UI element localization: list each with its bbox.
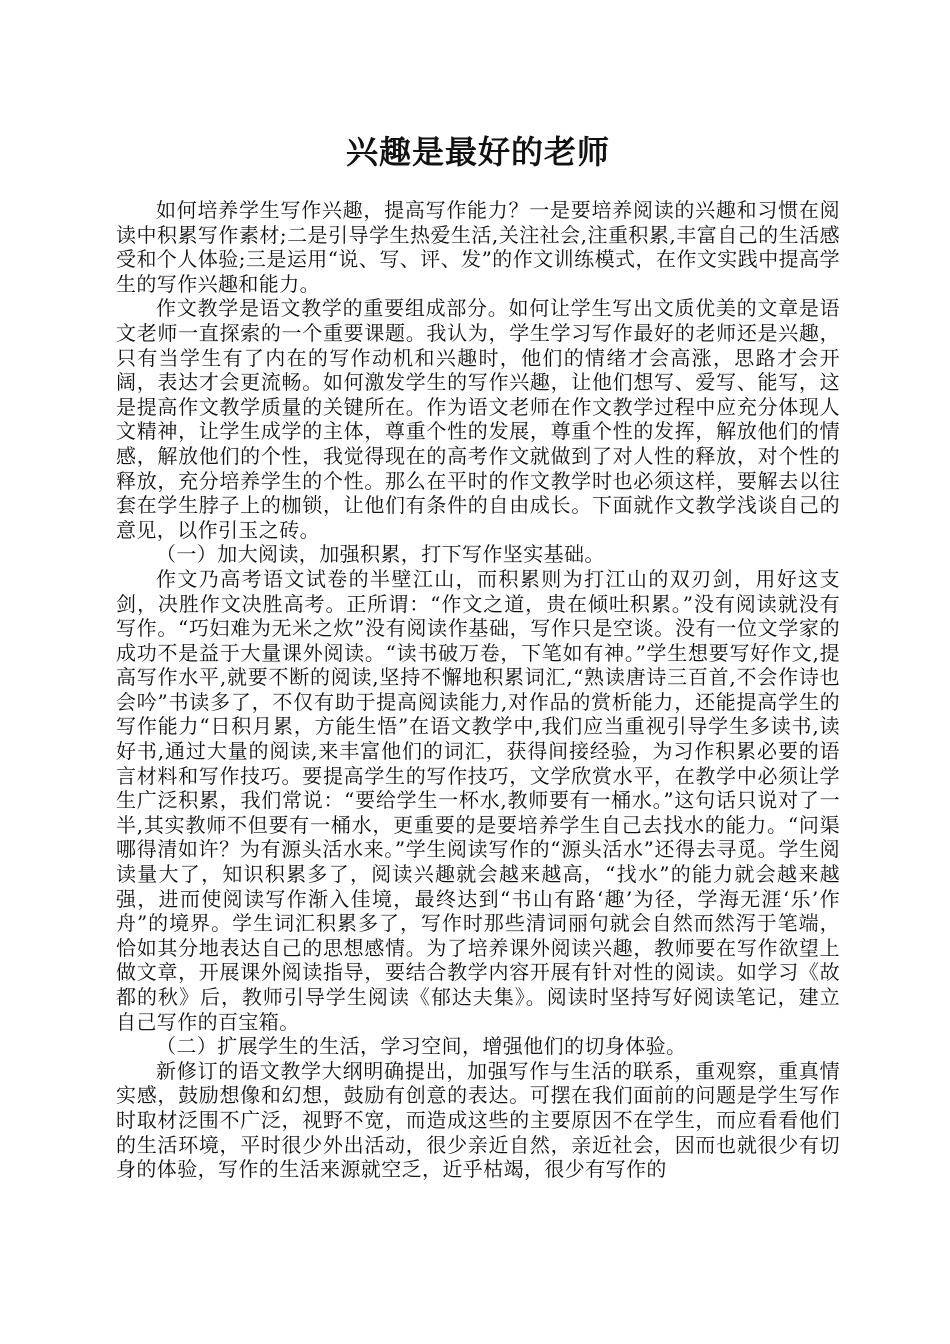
paragraph-body-3: 新修订的语文教学大纲明确提出，加强写作与生活的联系，重观察，重真情实感，鼓励想像和幻想，鼓励有创意的表达。可摆在我们面前的问题是学生写作时取材泛围不广泛，视野不宽，而造成这些的主要原因不在学生，而应看看他们的生活环境，平时很少外出活动，很少亲近自然，亲近社会，因而也就很少有切身的体验，写作的生活来源就空乏，近乎枯竭，很少有写作的 [116,1058,840,1182]
section-heading-2: （二）扩展学生的生活，学习空间，增强他们的切身体验。 [156,1034,687,1059]
document-page [116,128,840,1182]
paragraph-body-1: 作文教学是语文教学的重要组成部分。如何让学生写出文质优美的文章是语文老师一直探索的一个重要课题。我认为，学生学习写作最好的老师还是兴趣，只有当学生有了内在的写作动机和兴趣时，他们的情绪才会高涨，思路才会开阔，表达才会更流畅。如何激发学生的写作兴趣，让他们想写、爱写、能写，这是提高作文教学质量的关键所在。作为语文老师在作文教学过程中应充分体现人文精神，让学生成学的主体，尊重个性的发展，尊重个性的发挥，解放他们的情感，解放他们的个性，我觉得现在的高考作文就做到了对人性的释放，对个性的释放，充分培养学生的个性。那么在平时的作文教学时也必须这样，要解去以往套在学生脖子上的枷锁，让他们有条件的自由成长。下面就作文教学浅谈自己的意见，以作引玉之砖。 [116,296,840,542]
page-title: 兴趣是最好的老师 [345,133,610,171]
paragraph-intro: 如何培养学生写作兴趣，提高写作能力？一是要培养阅读的兴趣和习惯在阅读中积累写作素材;二是引导学生热爱生活,关注社会,注重积累,丰富自己的生活感受和个人体验;三是运用“说、写、评、发”的作文训练模式，在作文实践中提高学生的写作兴趣和能力。 [116,198,840,296]
paragraph-body-2: 作文乃高考语文试卷的半壁江山，而积累则为打江山的双刃剑，用好这支剑，决胜作文决胜高考。正所谓：“作文之道，贵在倾吐积累。”没有阅读就没有写作。“巧妇难为无米之炊”没有阅读作基础，写作只是空谈。没有一位文学家的成功不是益于大量课外阅读。“读书破万卷，下笔如有神。”学生想要写好作文,提高写作水平,就要不断的阅读,坚持不懈地积累词汇,“熟读唐诗三百首,不会作诗也会吟”书读多了，不仅有助于提高阅读能力,对作品的赏析能力，还能提高学生的写作能力“日积月累，方能生悟”在语文教学中,我们应当重视引导学生多读书,读好书,通过大量的阅读,来丰富他们的词汇，获得间接经验，为习作积累必要的语言材料和写作技巧。要提高学生的写作技巧，文学欣赏水平，在教学中必须让学生广泛积累，我们常说：“要给学生一杯水,教师要有一桶水。”这句话只说对了一半,其实教师不但要有一桶水，更重要的是要培养学生自己去找水的能力。“问渠哪得清如许？为有源头活水来。”学生阅读写作的“源头活水”还得去寻觅。学生阅读量大了，知识积累多了，阅读兴趣就会越来越高，“找水”的能力就会越来越强，进而使阅读写作渐入佳境，最终达到“书山有路‘趣’为径，学海无涯‘乐’作舟”的境界。学生词汇积累多了，写作时那些清词丽句就会自然而然泻于笔端，恰如其分地表达自己的思想感情。为了培养课外阅读兴趣，教师要在写作欲望上做文章，开展课外阅读指导，要结合教学内容开展有针对性的阅读。如学习《故都的秋》后，教师引导学生阅读《郁达夫集》。阅读时坚持写好阅读笔记，建立自己写作的百宝箱。 [116,566,840,1034]
section-heading-1: （一）加大阅读，加强积累，打下写作坚实基础。 [156,542,605,567]
